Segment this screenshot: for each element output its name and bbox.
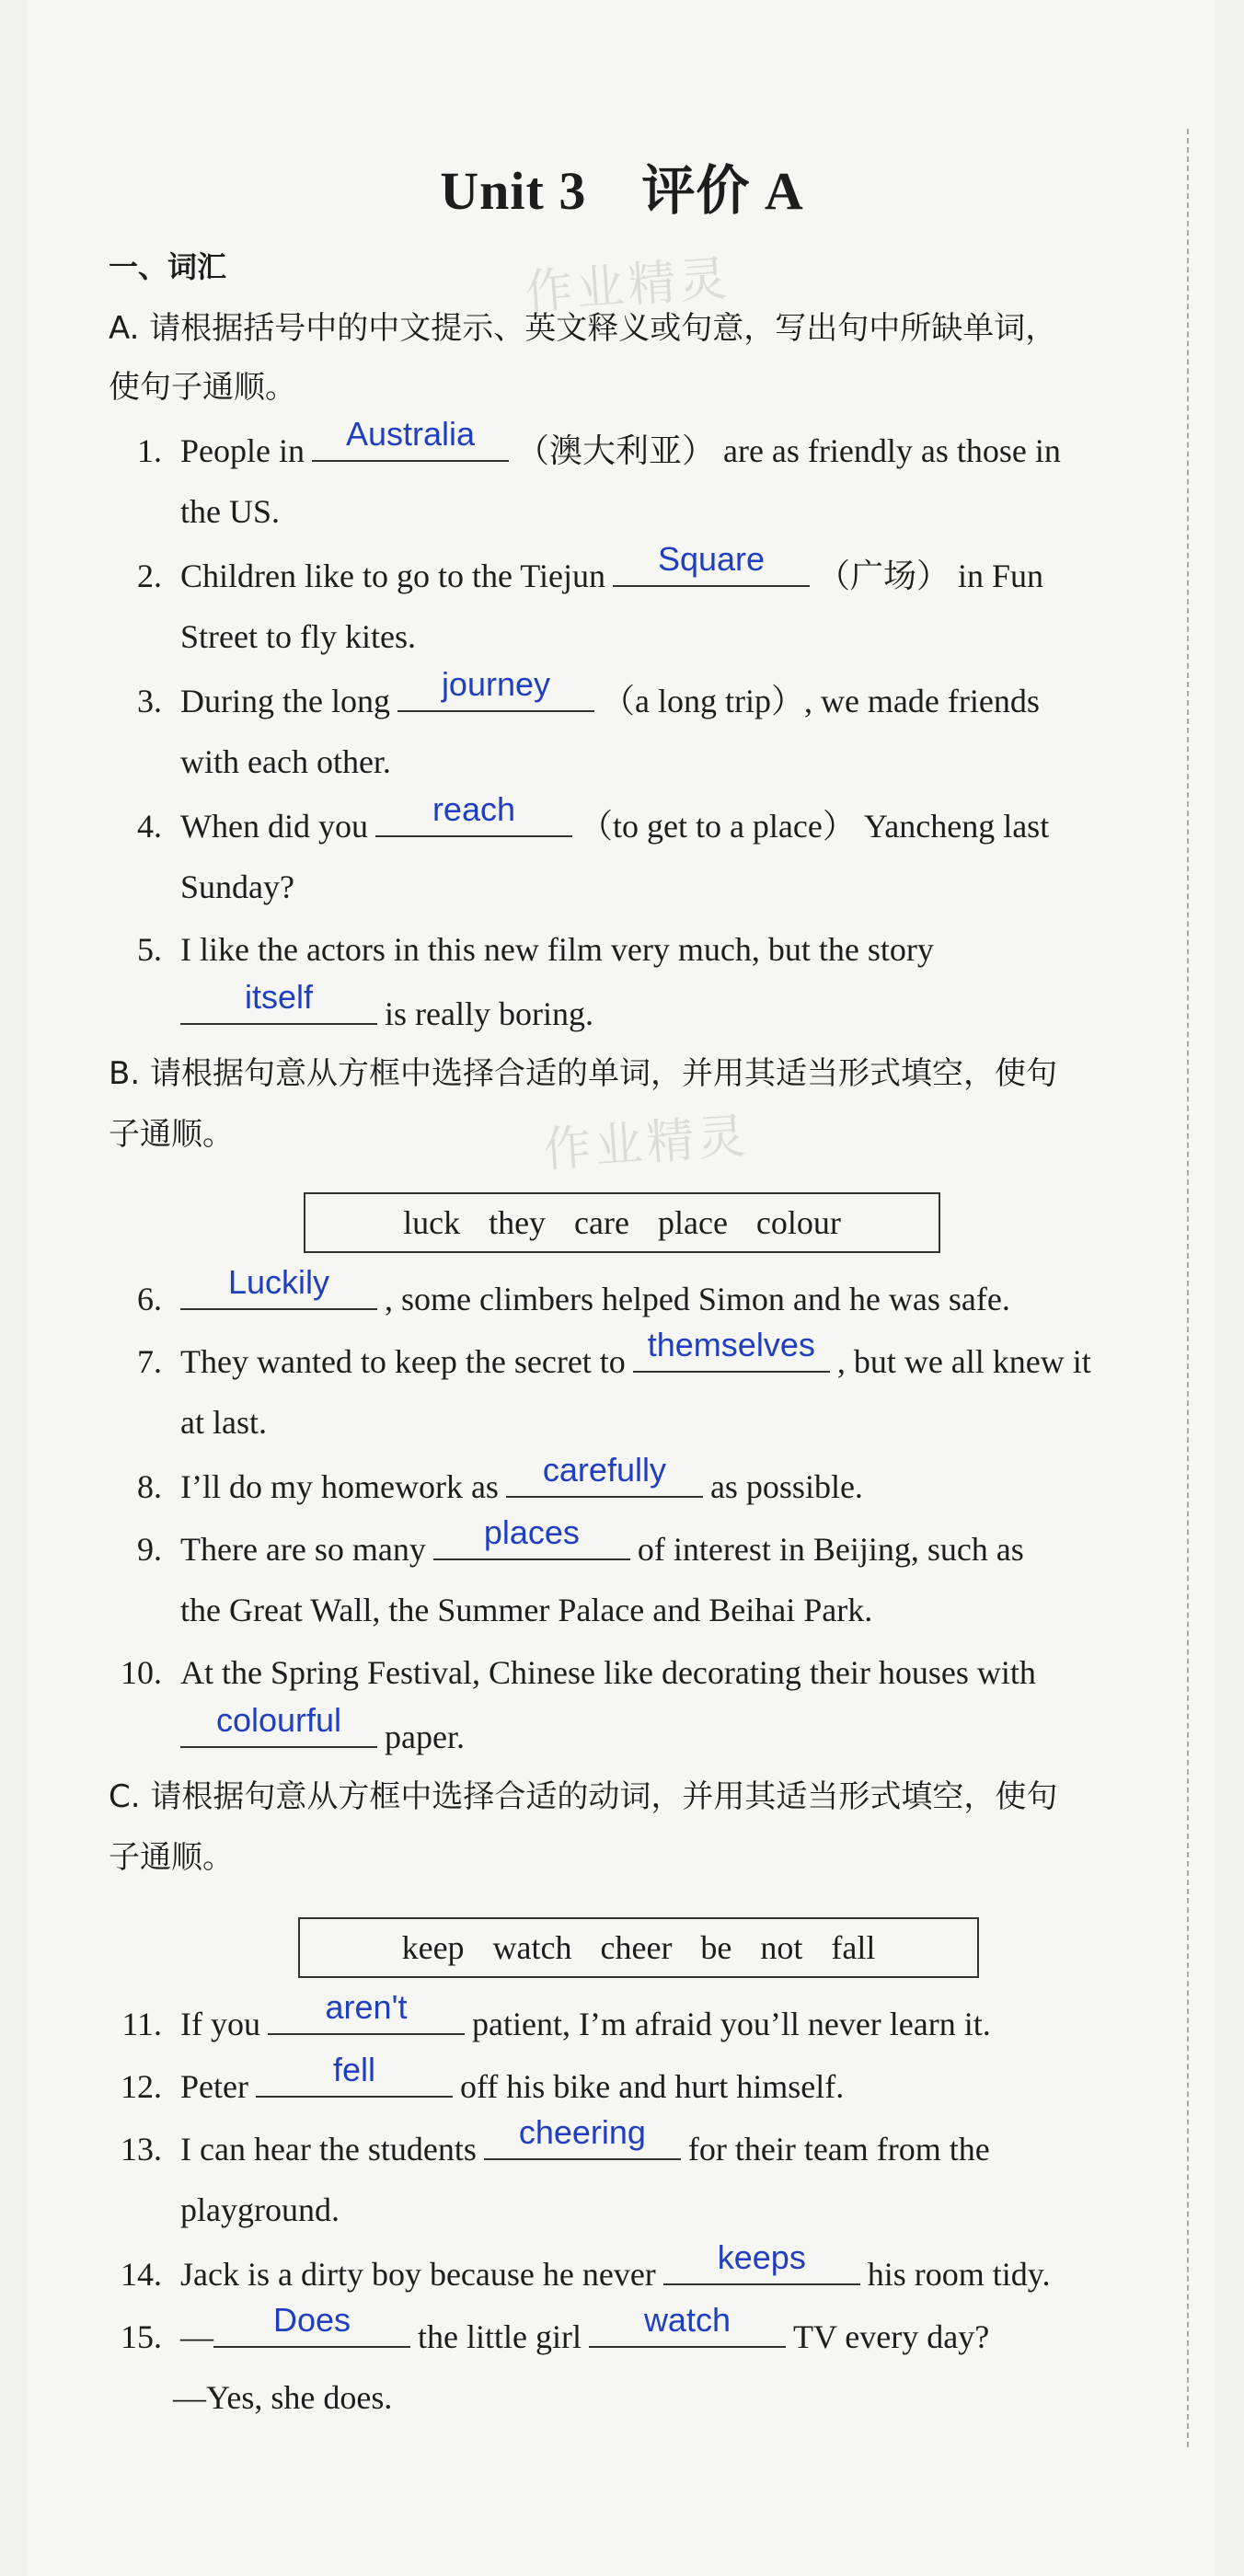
question-2: 2. Children like to go to the Tiejun Square （广场） in Fun — [137, 540, 1044, 594]
answer-blank[interactable]: carefully — [506, 1468, 703, 1498]
question-12: 12. Peter fell off his bike and hurt himself. — [121, 2051, 845, 2105]
question-3-continued: with each other. — [180, 743, 391, 780]
answer-blank[interactable]: reach — [375, 808, 572, 837]
answer-blank[interactable]: watch — [589, 2318, 786, 2348]
question-14: 14. Jack is a dirty boy because he never keeps his room tidy. — [121, 2238, 1051, 2293]
answer-blank[interactable]: itself — [180, 995, 377, 1025]
question-2-continued: Street to fly kites. — [180, 618, 416, 655]
answer-blank[interactable]: Australia — [312, 432, 509, 462]
answer-blank[interactable]: themselves — [633, 1343, 830, 1373]
question-7: 7. They wanted to keep the secret to themselves , but we all knew it — [137, 1326, 1091, 1380]
question-13-continued: playground. — [180, 2191, 340, 2228]
instruction-c-line1: C. 请根据句意从方框中选择合适的动词，并用其适当形式填空，使句 — [109, 1778, 1058, 1815]
answer-blank[interactable]: fell — [256, 2068, 453, 2098]
word-box-c: keep watch cheer be not fall — [298, 1917, 979, 1978]
word-box-b: luck they care place colour — [304, 1192, 940, 1253]
question-9-continued: the Great Wall, the Summer Palace and Beihai Park. — [180, 1592, 873, 1628]
cut-line — [1187, 129, 1189, 2447]
question-7-continued: at last. — [180, 1404, 267, 1441]
question-8: 8. I’ll do my homework as carefully as possible. — [137, 1451, 863, 1505]
instruction-a-line2: 使句子通顺。 — [109, 369, 296, 406]
instruction-b-line1: B. 请根据句意从方框中选择合适的单词，并用其适当形式填空，使句 — [109, 1055, 1057, 1092]
question-9: 9. There are so many places of interest in Beijing, such as — [137, 1513, 1024, 1568]
title-unit: Unit 3 — [440, 161, 587, 221]
answer-blank[interactable]: colourful — [180, 1719, 377, 1748]
question-11: 11. If you aren't patient, I’m afraid you’ll never learn it. — [121, 1988, 991, 2042]
answer-blank[interactable]: aren't — [268, 2006, 465, 2035]
question-13: 13. I can hear the students cheering for their team from the — [121, 2113, 990, 2168]
answer-blank[interactable]: cheering — [484, 2131, 681, 2160]
answer-blank[interactable]: journey — [397, 683, 594, 712]
question-1-continued: the US. — [180, 493, 280, 530]
question-4-continued: Sunday? — [180, 868, 294, 905]
title-assessment: 评价 A — [641, 161, 804, 221]
answer-blank[interactable]: keeps — [663, 2256, 860, 2285]
question-15: 15. — Does the little girl watch TV every day? — [121, 2301, 990, 2355]
question-5: 5. I like the actors in this new film very much, but the story — [137, 931, 934, 968]
question-1: 1. People in Australia （澳大利亚） are as friendly as those in — [137, 415, 1061, 469]
watermark: 作业精灵 — [523, 251, 733, 321]
question-15-reply: —Yes, she does. — [173, 2379, 393, 2416]
page-title — [0, 147, 1244, 224]
section-heading: 一、词汇 — [109, 249, 227, 284]
question-4: 4. When did you reach （to get to a place） Yancheng last — [137, 790, 1050, 845]
question-10-continued: colourful paper. — [180, 1719, 465, 1754]
instruction-a-line1: A. 请根据括号中的中文提示、英文释义或句意，写出句中所缺单词， — [109, 310, 1057, 347]
question-5-continued: itself is really boring. — [180, 995, 593, 1030]
watermark: 作业精灵 — [541, 1109, 752, 1179]
answer-blank[interactable]: places — [433, 1531, 630, 1560]
answer-blank[interactable]: Square — [613, 558, 810, 587]
question-3: 3. During the long journey （a long trip）, we made friends — [137, 665, 1040, 719]
answer-blank[interactable]: Luckily — [180, 1281, 377, 1310]
instruction-b-line2: 子通顺。 — [109, 1116, 234, 1153]
question-6: 6. Luckily , some climbers helped Simon and he was safe. — [137, 1263, 1010, 1317]
instruction-c-line2: 子通顺。 — [109, 1839, 234, 1876]
answer-blank[interactable]: Does — [213, 2318, 410, 2348]
question-10: 10. At the Spring Festival, Chinese like decorating their houses with — [121, 1654, 1036, 1691]
